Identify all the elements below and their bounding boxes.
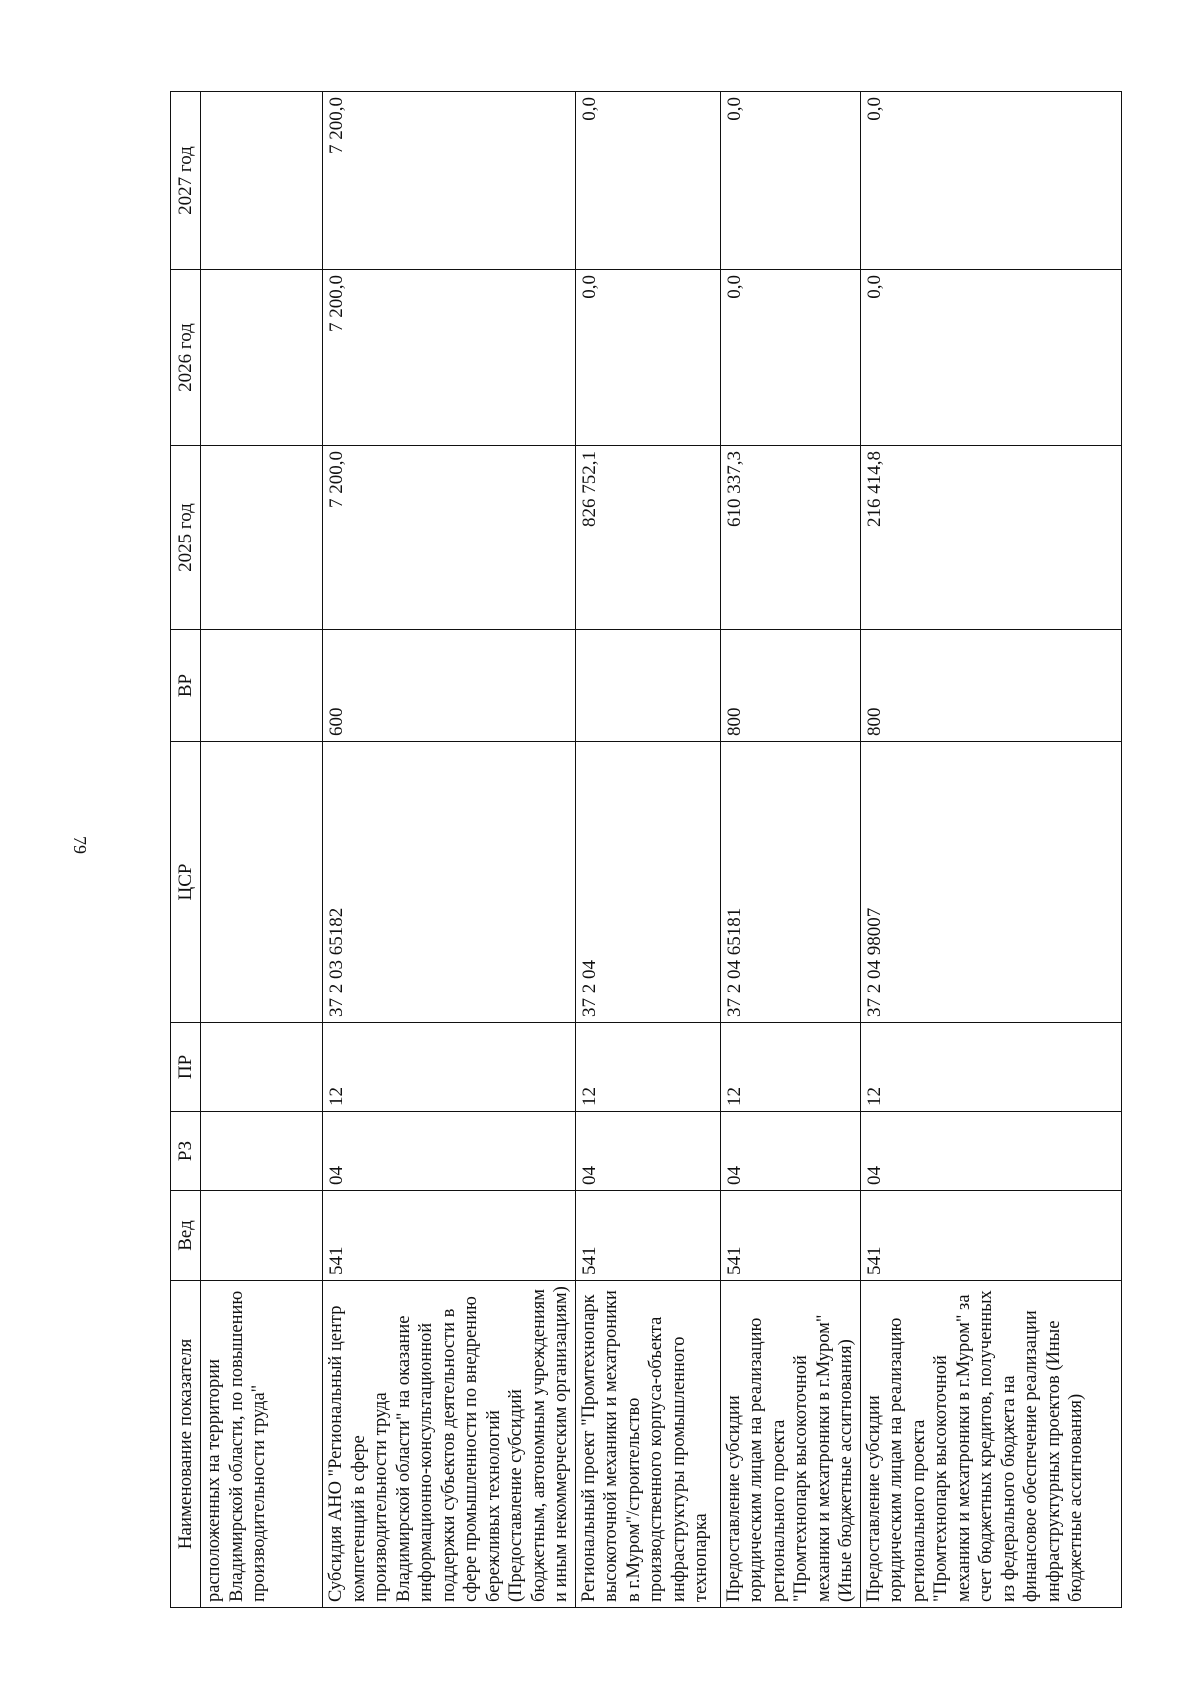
row-csr: 37 2 03 65182 [323, 742, 576, 1023]
row-2025 [201, 446, 323, 630]
row-2026 [201, 270, 323, 446]
table-row [720, 92, 860, 1608]
row-pr: 12 [720, 1023, 860, 1112]
header-vr: ВР [171, 630, 201, 742]
header-pr: ПР [171, 1023, 201, 1112]
row-2026: 0,0 [720, 270, 860, 446]
row-ved [201, 1191, 323, 1281]
row-name: Региональный проект "Промтехнопарк высокоточной механики и мехатроники в г.Муром"/строительство производственного корпуса-объекта инфраструктуры промышленного технопарка [575, 1281, 720, 1608]
row-pr: 12 [860, 1023, 1121, 1112]
row-2026: 0,0 [575, 270, 720, 446]
row-name: Предоставление субсидии юридическим лицам на реализацию регионального проекта "Промтехнопарк высокоточной механики и мехатроники в г.Муром" за счет бюджетных кредитов, полученных из федерального бюджета на финансовое обеспечение реализации инфраструктурных проектов (Иные бюджетные ассигнования) [860, 1281, 1121, 1608]
row-vr: 800 [860, 630, 1121, 742]
table-header-row [171, 92, 201, 1608]
row-2025: 216 414,8 [860, 446, 1121, 630]
header-ved: Вед [171, 1191, 201, 1281]
row-2027 [201, 92, 323, 270]
row-ved: 541 [323, 1191, 576, 1281]
rotated-table-wrapper [170, 92, 1105, 1608]
header-rz: РЗ [171, 1112, 201, 1191]
row-2027: 0,0 [575, 92, 720, 270]
table-row [323, 92, 576, 1608]
header-csr: ЦСР [171, 742, 201, 1023]
row-ved: 541 [860, 1191, 1121, 1281]
row-name: расположенных на территории Владимирской области, по повышению производительности труда" [201, 1281, 323, 1608]
row-vr [201, 630, 323, 742]
header-name: Наименование показателя [171, 1281, 201, 1608]
row-2027: 7 200,0 [323, 92, 576, 270]
row-csr [201, 742, 323, 1023]
row-2025: 7 200,0 [323, 446, 576, 630]
row-rz [201, 1112, 323, 1191]
row-pr: 12 [575, 1023, 720, 1112]
header-2025: 2025 год [171, 446, 201, 630]
row-2025: 826 752,1 [575, 446, 720, 630]
row-pr [201, 1023, 323, 1112]
row-vr: 800 [720, 630, 860, 742]
row-name: Субсидия АНО "Региональный центр компетенций в сфере производительности труда Владимирской области" на оказание информационно-консультационной поддержки субъектов деятельности в сфере промышленности по внедрению бережливых технологий (Предоставление субсидий бюджетным, автономным учреждениям и иным некоммерческим организациям) [323, 1281, 576, 1608]
row-rz: 04 [575, 1112, 720, 1191]
row-2026: 0,0 [860, 270, 1121, 446]
row-pr: 12 [323, 1023, 576, 1112]
row-2027: 0,0 [860, 92, 1121, 270]
row-rz: 04 [860, 1112, 1121, 1191]
row-rz: 04 [720, 1112, 860, 1191]
row-vr: 600 [323, 630, 576, 742]
row-rz: 04 [323, 1112, 576, 1191]
table-row [575, 92, 720, 1608]
row-ved: 541 [575, 1191, 720, 1281]
row-csr: 37 2 04 98007 [860, 742, 1121, 1023]
row-2026: 7 200,0 [323, 270, 576, 446]
page-number: 79 [70, 836, 90, 854]
table-row [860, 92, 1121, 1608]
header-2026: 2026 год [171, 270, 201, 446]
row-ved: 541 [720, 1191, 860, 1281]
row-name: Предоставление субсидии юридическим лицам на реализацию регионального проекта "Промтехнопарк высокоточной механики и мехатроники в г.Муром" (Иные бюджетные ассигнования) [720, 1281, 860, 1608]
row-csr: 37 2 04 [575, 742, 720, 1023]
budget-table [170, 91, 1122, 1608]
row-vr [575, 630, 720, 742]
table-row [201, 92, 323, 1608]
row-2027: 0,0 [720, 92, 860, 270]
row-2025: 610 337,3 [720, 446, 860, 630]
row-csr: 37 2 04 65181 [720, 742, 860, 1023]
header-2027: 2027 год [171, 92, 201, 270]
